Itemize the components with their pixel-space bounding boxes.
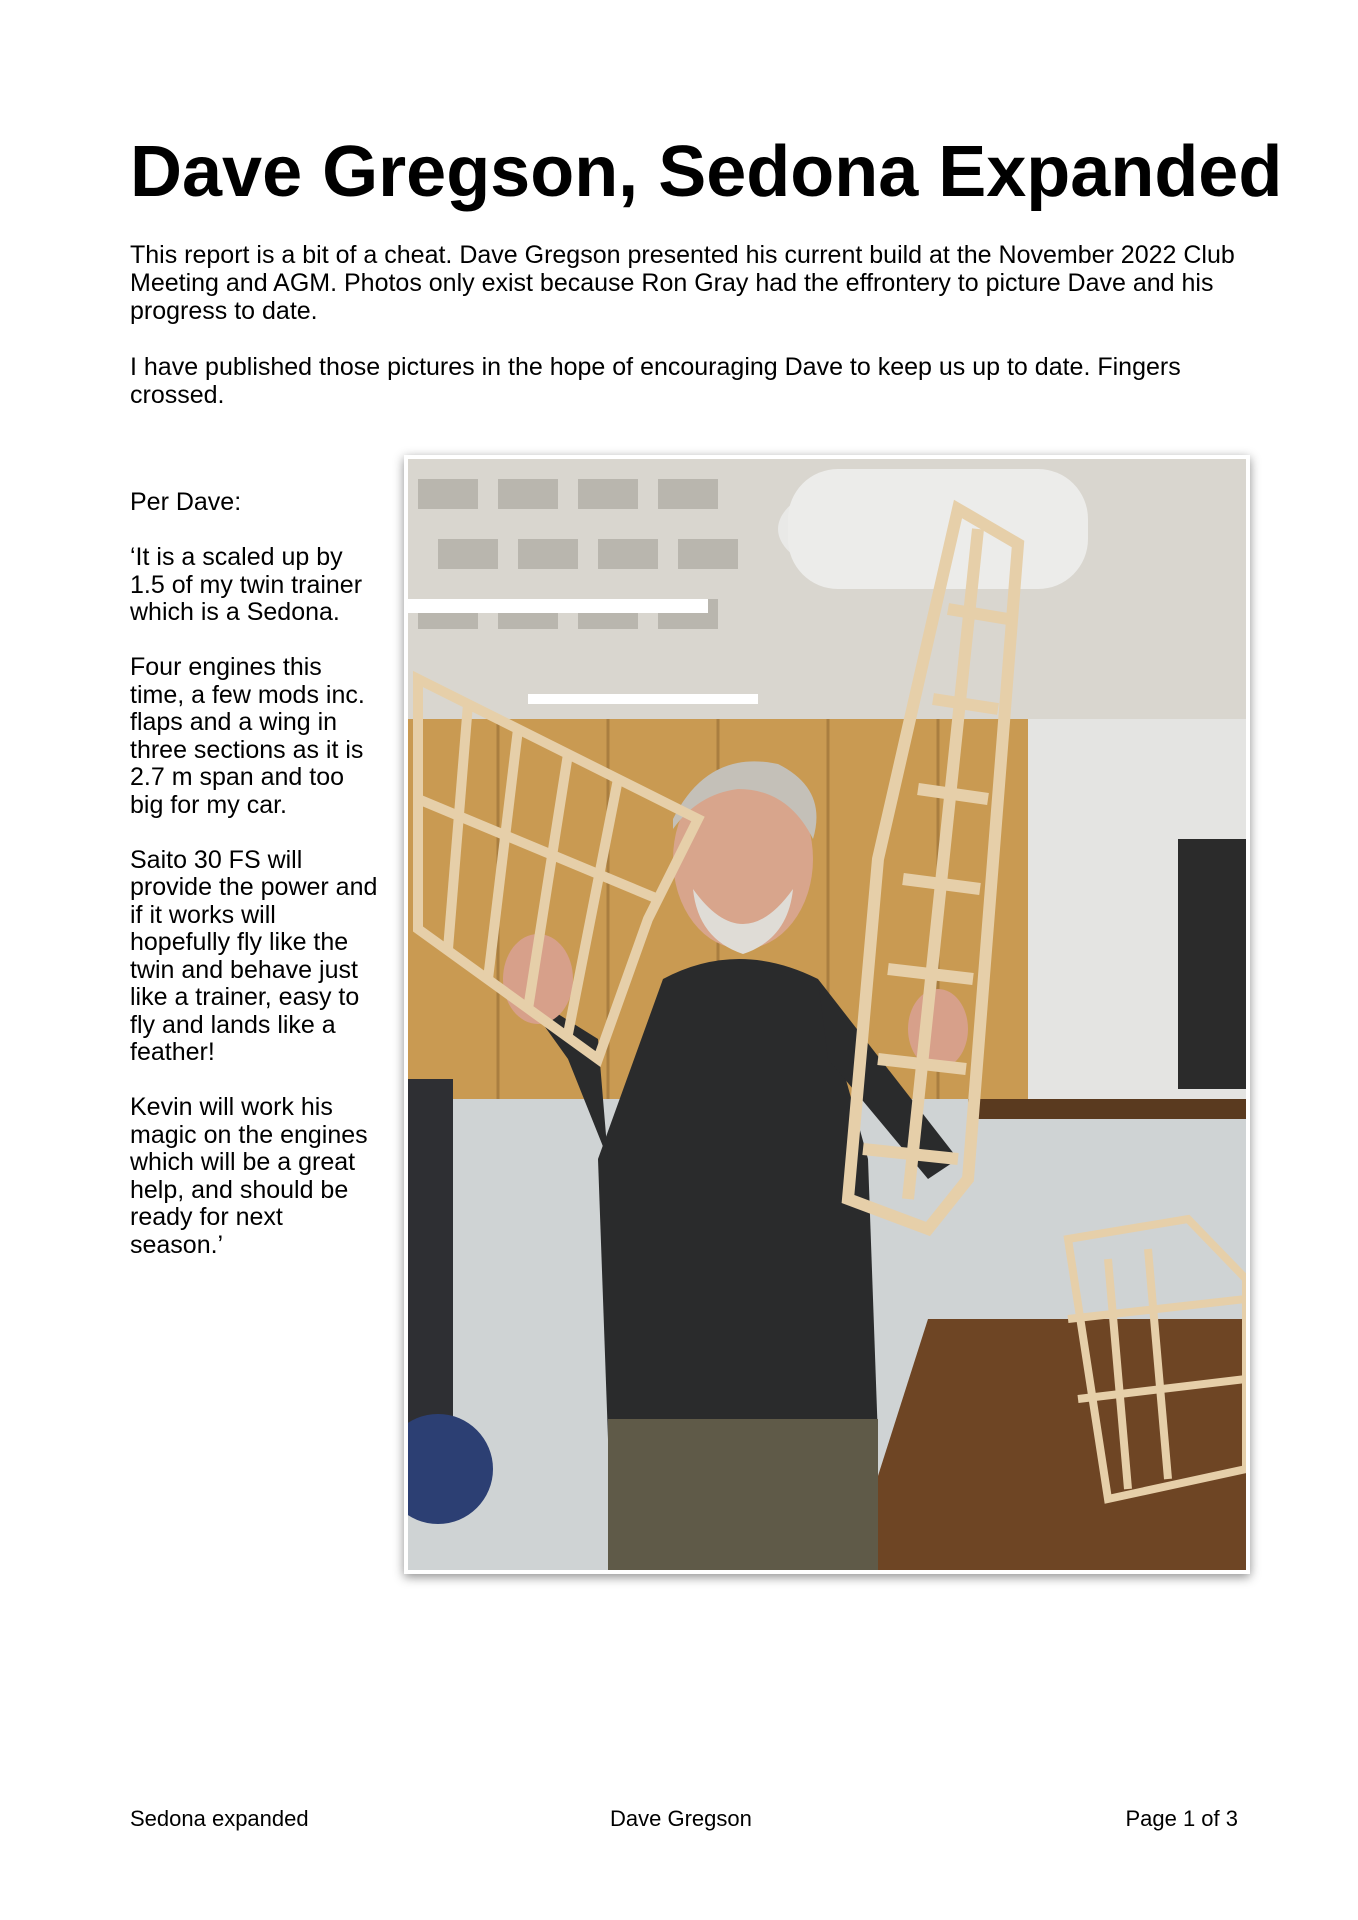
dave-trousers: [608, 1419, 878, 1570]
footer-left-text: Sedona expanded: [130, 1806, 309, 1831]
photo-illustration: [408, 459, 1246, 1570]
sidebar-paragraph: Kevin will work his magic on the engines which will be a great help, and should be ready for next season.’: [130, 1093, 368, 1259]
sidebar-paragraph: Four engines this time, a few mods inc. flaps and a wing in three sections as it is 2.7 m span and too big for my car.: [130, 653, 365, 819]
sidebar-paragraph: Saito 30 FS will provide the power and if it works will hopefully fly like the twin and behave just like a trainer, easy to fly and lands like a feather!: [130, 845, 378, 1066]
intro-paragraph: This report is a bit of a cheat. Dave Gregson presented his current build at the November 2022 Club Meeting and AGM. Photos only exist because Ron Gray had the effrontery to picture Dave and his progress to date.: [130, 241, 1235, 325]
sidebar-paragraph: Per Dave:: [130, 488, 242, 516]
photo-dave-with-wing-frames: [404, 455, 1250, 1574]
intro-paragraph: I have published those pictures in the hope of encouraging Dave to keep us up to date. Fingers crossed.: [130, 353, 1181, 409]
ceiling-light: [408, 599, 708, 613]
sidebar-paragraph: ‘It is a scaled up by 1.5 of my twin trainer which is a Sedona.: [130, 543, 363, 626]
ceiling-light: [528, 694, 758, 704]
page-title: Dave Gregson, Sedona Expanded: [130, 132, 1283, 212]
footer-author: Dave Gregson: [610, 1806, 752, 1831]
intro-text: [130, 241, 1245, 437]
sidebar-quote: [130, 489, 380, 1287]
footer-page-number: Page 1 of 3: [1125, 1806, 1238, 1831]
